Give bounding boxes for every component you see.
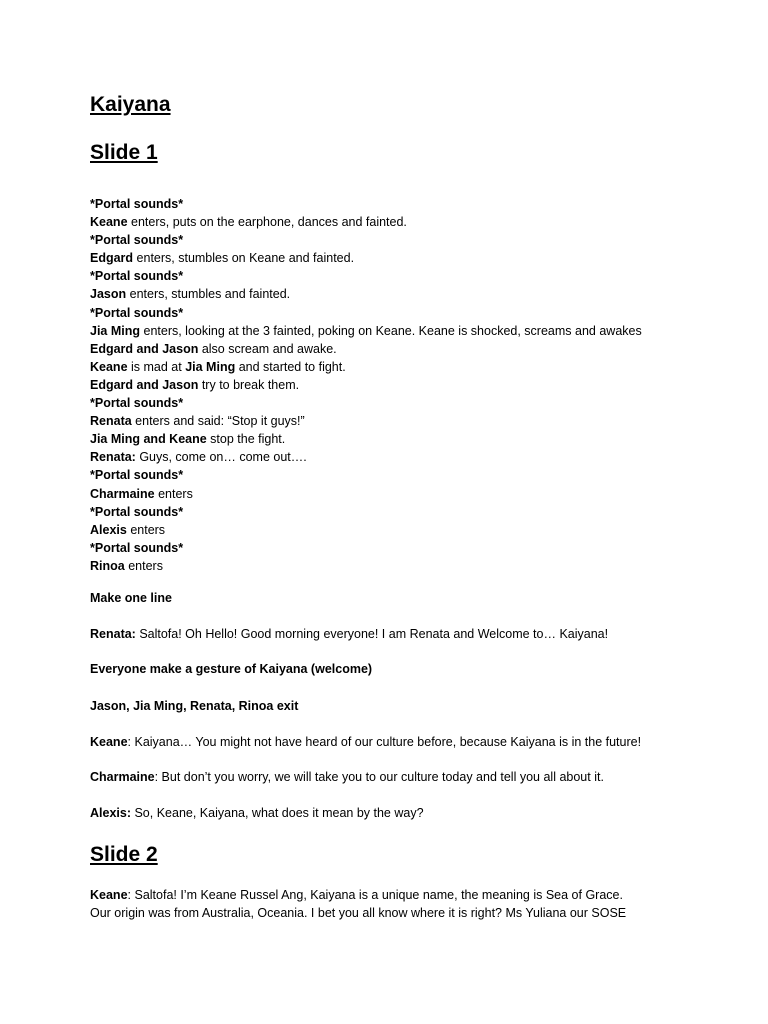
script-line	[90, 412, 730, 430]
script-line-text: enters, puts on the earphone, dances and fainted.	[127, 215, 407, 230]
script-line-bold: Edgard and Jason	[90, 341, 199, 356]
script-line-bold: *Portal sounds*	[90, 233, 184, 248]
dialogue-text: Saltofa! Oh Hello! Good morning everyone! I am Renata and Welcome to… Kaiyana!	[135, 627, 609, 641]
script-line	[90, 430, 730, 448]
script-line-text: Guys, come on… come out….	[135, 450, 307, 465]
script-line	[90, 394, 730, 412]
script-line	[90, 322, 730, 340]
script-line	[90, 267, 730, 285]
document-title: Kaiyana	[90, 93, 171, 116]
script-line-text: enters and said: “Stop it guys!”	[131, 414, 305, 429]
script-line	[90, 485, 730, 503]
script-line	[90, 304, 730, 322]
script-line	[90, 358, 730, 376]
script-line-bold: Jason	[90, 287, 127, 302]
script-line-text: and started to fight.	[235, 359, 346, 374]
script-line	[90, 448, 730, 466]
speaker-name: Renata:	[90, 627, 136, 641]
script-line-bold: *Portal sounds*	[90, 540, 184, 555]
script-line	[90, 376, 730, 394]
dialogue-text: : Kaiyana… You might not have heard of our culture before, because Kaiyana is in the future!	[127, 735, 642, 749]
script-line-text: enters	[124, 558, 163, 573]
speaker-name: Keane	[90, 888, 128, 902]
stage-direction-exit: Jason, Jia Ming, Renata, Rinoa exit	[90, 699, 299, 713]
script-line-bold: Edgard and Jason	[90, 377, 199, 392]
script-line	[90, 521, 730, 539]
script-line-bold: Charmaine	[90, 486, 155, 501]
script-line	[90, 466, 730, 484]
script-line-bold: *Portal sounds*	[90, 197, 184, 211]
script-line-bold: Renata:	[90, 450, 136, 465]
script-line	[90, 249, 730, 267]
script-line	[90, 195, 730, 213]
script-line	[90, 285, 730, 303]
script-line-bold: Jia Ming and Keane	[90, 432, 207, 447]
script-line-text: enters, stumbles on Keane and fainted.	[133, 251, 355, 266]
stage-direction-make-one-line: Make one line	[90, 591, 172, 605]
dialogue-charmaine	[90, 768, 730, 786]
dialogue-text: : Saltofa! I’m Keane Russel Ang, Kaiyana is a unique name, the meaning is Sea of Grace.	[127, 888, 623, 902]
dialogue-renata	[90, 625, 730, 643]
script-line-text: also scream and awake.	[198, 341, 337, 356]
slide-1-heading: Slide 1	[90, 141, 158, 164]
script-line-bold: Rinoa	[90, 558, 125, 573]
dialogue-text: : But don’t you worry, we will take you to our culture today and tell you all about it.	[154, 770, 604, 784]
slide-2-heading: Slide 2	[90, 843, 158, 866]
script-line-bold: Alexis	[90, 522, 127, 537]
script-line-text: is mad at	[127, 359, 186, 374]
script-line	[90, 231, 730, 249]
dialogue-keane	[90, 733, 730, 751]
script-line-text: enters, looking at the 3 fainted, poking on Keane. Keane is shocked, screams and awakes	[140, 323, 642, 338]
script-line-text: enters	[126, 522, 166, 537]
script-line-bold: *Portal sounds*	[90, 504, 184, 519]
script-line-bold: Keane	[90, 359, 128, 374]
script-line-bold: Renata	[90, 414, 132, 429]
dialogue-keane-slide-2	[90, 886, 730, 922]
script-line-bold: *Portal sounds*	[90, 269, 184, 284]
script-line	[90, 340, 730, 358]
script-line-text: try to break them.	[198, 377, 300, 392]
script-line-bold: *Portal sounds*	[90, 468, 184, 483]
speaker-name: Keane	[90, 735, 128, 749]
script-line	[90, 503, 730, 521]
speaker-name: Alexis:	[90, 806, 131, 820]
script-line-bold: Jia Ming	[90, 323, 141, 338]
dialogue-text: So, Keane, Kaiyana, what does it mean by the way?	[131, 806, 424, 820]
script-line	[90, 539, 730, 557]
script-line-bold: *Portal sounds*	[90, 305, 184, 320]
script-line-bold: Jia Ming	[185, 359, 236, 374]
dialogue-alexis	[90, 804, 730, 822]
script-line	[90, 557, 730, 575]
script-line-text: enters	[154, 486, 193, 501]
slide-1-script	[90, 195, 730, 575]
dialogue-text-continued: Our origin was from Australia, Oceania. I bet you all know where it is right? Ms Yuliana our SOSE	[90, 906, 627, 920]
script-line-bold: Edgard	[90, 251, 134, 266]
speaker-name: Charmaine	[90, 770, 155, 784]
script-line-text: enters, stumbles and fainted.	[126, 287, 291, 302]
stage-direction-gesture: Everyone make a gesture of Kaiyana (welcome)	[90, 662, 373, 676]
script-line-bold: *Portal sounds*	[90, 396, 184, 411]
script-line-bold: Keane	[90, 215, 128, 230]
script-line-text: stop the fight.	[206, 432, 286, 447]
script-line	[90, 213, 730, 231]
